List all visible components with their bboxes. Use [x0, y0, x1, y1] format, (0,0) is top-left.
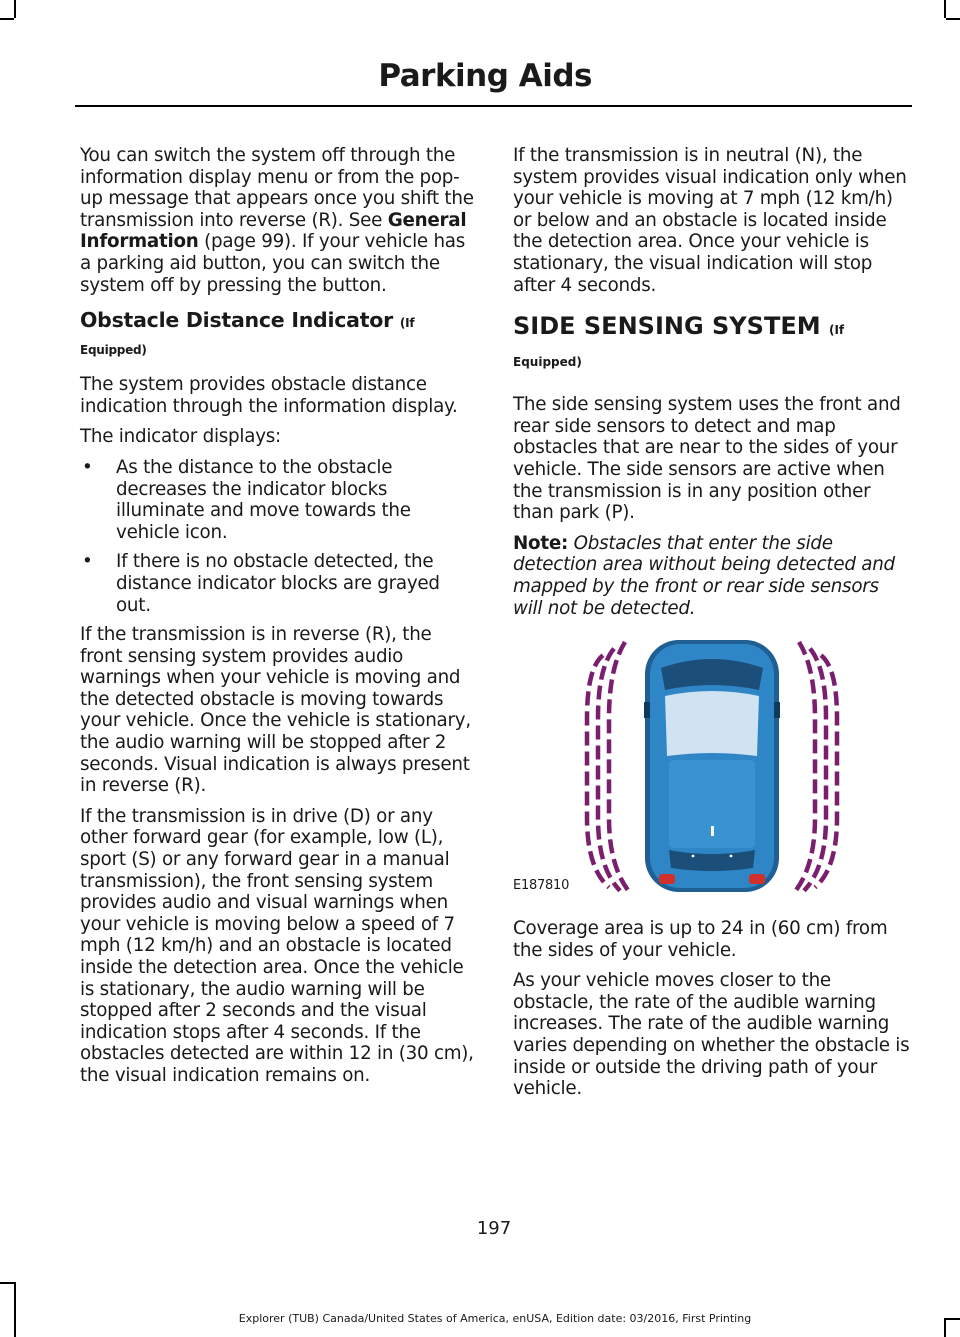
crop-mark [0, 1282, 14, 1284]
crop-mark [14, 0, 16, 18]
vehicle-icon [644, 640, 780, 892]
crop-mark [946, 18, 960, 20]
sensor-arc [793, 642, 815, 894]
right-column [513, 145, 911, 1109]
heading-qualifier: (If Equipped) [513, 323, 845, 370]
heading-text: SIDE SENSING SYSTEM [513, 312, 821, 341]
sensor-arc [609, 642, 631, 894]
section-heading-odi [80, 308, 478, 362]
paragraph: If the transmission is in reverse (R), the front sensing system provides audio warnings when your vehicle is moving and the detected obstacle is moving towards your vehicle. Once the vehicle is stationary, the audio warning will be stopped after 2 seconds. Visual indication is always present in reverse (R). [80, 624, 471, 797]
note-label: Note: [513, 532, 569, 554]
crop-mark [0, 18, 14, 20]
intro-text-end: (page 99). If your vehicle has a parking aid button, you can switch the system off by pressing the button. [80, 231, 466, 296]
paragraph: The system provides obstacle distance indication through the information display. [80, 374, 458, 417]
bullet-list [80, 457, 478, 616]
footer-edition: Explorer (TUB) Canada/United States of America, enUSA, Edition date: 03/2016, First Printing [238, 1312, 752, 1325]
list-item-text: If there is no obstacle detected, the distance indicator blocks are grayed out. [116, 551, 440, 616]
list-item-text: As the distance to the obstacle decreases the indicator blocks illuminate and move towards the vehicle icon. [116, 456, 411, 543]
bullet-icon: • [82, 551, 93, 573]
paragraph: Coverage area is up to 24 in (60 cm) from the sides of your vehicle. [513, 918, 888, 961]
list-item [80, 551, 478, 616]
paragraph: If the transmission is in neutral (N), the system provides visual indication only when your vehicle is moving at 7 mph (12 km/h) or below and an obstacle is located inside the detection area. Once your vehicle is stationary, the visual indication will stop after 4 seconds. [513, 145, 907, 296]
paragraph: As your vehicle moves closer to the obstacle, the rate of the audible warning increases. The rate of the audible warning varies depending on whether the obstacle is inside or outside the driving path of your vehicle. [513, 970, 910, 1100]
heading-text: Obstacle Distance Indicator [80, 308, 393, 333]
crop-mark [14, 1282, 16, 1337]
heading-qualifier: (If Equipped) [80, 316, 415, 358]
note-text: Obstacles that enter the side detection area without being detected and mapped by the front or rear side sensors will not be detected. [513, 532, 895, 619]
bullet-icon: • [82, 456, 93, 478]
side-sensing-figure [513, 628, 911, 906]
list-item [80, 457, 478, 543]
intro-paragraph [80, 145, 478, 296]
note [513, 533, 911, 619]
intro-text: You can switch the system off through the information display menu or from the pop-up message that appears once you shift the transmission into reverse (R). See [80, 145, 474, 231]
paragraph: If the transmission is in drive (D) or any other forward gear (for example, low (L), sport (S) or any forward gear in a manual transmission), the front sensing system provides audio and visual warnings when your vehicle is moving below a speed of 7 mph (12 km/h) and an obstacle is located inside the detection area. Once the vehicle is stationary, the audio warning will be stopped after 2 seconds and the visual indication stops after 4 seconds. If the obstacles detected are within 12 in (30 cm), the visual indication remains on. [80, 805, 474, 1086]
page-title: Parking Aids [378, 58, 592, 94]
paragraph: The side sensing system uses the front and rear side sensors to detect and map obstacles that are near to the sides of your vehicle. The side sensors are active when the transmission is in any position other than park (P). [513, 394, 901, 524]
cross-reference-link[interactable]: General Information [80, 209, 467, 253]
page-number: 197 [476, 1218, 512, 1239]
figure-code: E187810 [513, 877, 570, 893]
section-heading-sss [513, 312, 911, 376]
vehicle-coverage-illustration [513, 628, 911, 906]
right-sensor-zone [793, 642, 837, 894]
paragraph: The indicator displays: [80, 426, 281, 448]
left-sensor-zone [587, 642, 631, 894]
crop-mark [944, 0, 946, 18]
header-rule [75, 105, 912, 107]
left-column [80, 145, 478, 1096]
